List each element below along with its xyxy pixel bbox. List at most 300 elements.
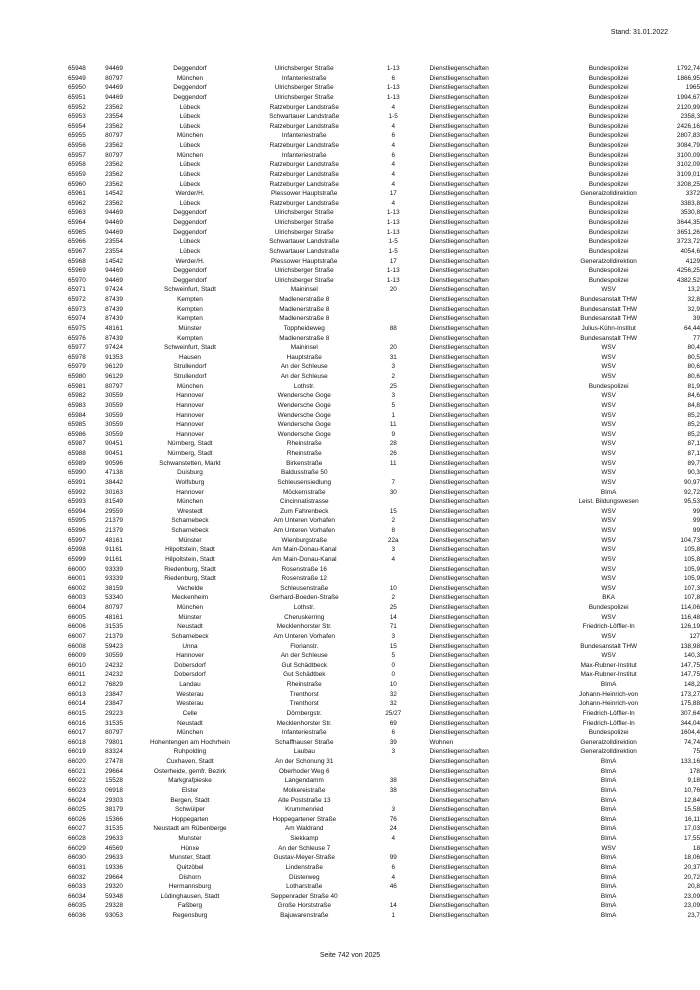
house-number-cell: 2: [391, 517, 396, 525]
authority-cell: WSV: [601, 546, 616, 554]
row-id-cell: 66018: [68, 738, 86, 746]
city-cell: Werder/H.: [175, 190, 205, 198]
postal-code-cell: 91161: [105, 546, 123, 554]
street-cell: Langendamm: [284, 777, 324, 785]
street-cell: Wendersche Goge: [277, 411, 331, 419]
table-row: [68, 199, 700, 209]
table-row: [68, 747, 700, 757]
street-cell: Möckernstraße: [282, 488, 326, 496]
usage-type-cell: Dienstliegenschaften: [429, 411, 489, 419]
area-value-cell: 133,16: [680, 758, 700, 765]
postal-code-cell: 96129: [105, 363, 123, 371]
authority-cell: Max-Rubner-Institut: [580, 671, 637, 679]
row-id-cell: 65984: [68, 411, 86, 419]
row-id-cell: 65997: [68, 536, 86, 544]
row-id-cell: 65951: [68, 93, 86, 101]
usage-type-cell: Dienstliegenschaften: [429, 373, 489, 380]
usage-type-cell: Dienstliegenschaften: [429, 517, 489, 525]
postal-code-cell: 23554: [105, 113, 123, 121]
area-value-cell: 2426,16: [676, 122, 700, 130]
city-cell: München: [176, 498, 204, 506]
street-cell: Wienburgstraße: [281, 536, 327, 544]
row-id-cell: 65981: [68, 382, 86, 390]
authority-cell: WSV: [601, 575, 616, 583]
authority-cell: BImA: [600, 796, 617, 804]
authority-cell: Bundespolizei: [588, 103, 629, 111]
city-cell: Osterheide, gemfr. Bezirk: [153, 767, 227, 775]
area-value-cell: 20,37: [684, 863, 700, 871]
area-value-cell: 9,18: [687, 777, 700, 785]
area-value-cell: 3383,8: [680, 199, 700, 207]
table-row: [68, 526, 700, 536]
city-cell: Lübeck: [179, 142, 201, 149]
page-number: Seite 742 von 2025: [319, 952, 381, 959]
authority-cell: Bundespolizei: [588, 209, 629, 217]
postal-code-cell: 29223: [105, 709, 123, 717]
row-id-cell: 66031: [68, 863, 86, 871]
house-number-cell: 4: [391, 835, 396, 842]
row-id-cell: 65963: [68, 209, 86, 217]
city-cell: München: [176, 132, 204, 140]
city-cell: Lübeck: [179, 170, 201, 178]
postal-code-cell: 30559: [105, 421, 123, 429]
postal-code-cell: 29633: [105, 835, 123, 842]
area-value-cell: 3084,79: [676, 142, 700, 149]
usage-type-cell: Dienstliegenschaften: [429, 892, 489, 900]
area-value-cell: 15,58: [684, 806, 700, 814]
street-cell: Ratzeburger Landstraße: [269, 122, 339, 130]
authority-cell: WSV: [601, 401, 616, 409]
house-number-cell: 24: [389, 825, 397, 833]
house-number-cell: 30: [389, 488, 397, 496]
row-id-cell: 66026: [68, 815, 86, 823]
area-value-cell: 84,6: [687, 392, 700, 400]
table-row: [68, 632, 700, 642]
area-value-cell: 12,84: [684, 796, 700, 804]
postal-code-cell: 94469: [105, 228, 123, 236]
authority-cell: Julius-Kühn-Institut: [581, 324, 636, 332]
street-cell: Infanteriestraße: [281, 132, 327, 140]
row-id-cell: 65998: [68, 546, 86, 554]
authority-cell: WSV: [601, 565, 616, 573]
city-cell: Strullendorf: [173, 373, 207, 380]
authority-cell: WSV: [601, 478, 616, 486]
postal-code-cell: 97424: [105, 286, 123, 294]
street-cell: Am Unteren Vorhafen: [273, 632, 335, 640]
area-value-cell: 175,88: [680, 700, 700, 708]
street-cell: Düsterweg: [288, 873, 320, 881]
city-cell: Nürnberg, Stadt: [167, 450, 213, 457]
authority-cell: Bundespolizei: [588, 247, 629, 255]
city-cell: Deggendorf: [173, 276, 207, 284]
authority-cell: WSV: [601, 517, 616, 525]
house-number-cell: 6: [391, 151, 396, 159]
table-row: [68, 189, 700, 199]
postal-code-cell: 24232: [105, 661, 123, 669]
row-id-cell: 65986: [68, 430, 86, 438]
postal-code-cell: 38442: [105, 478, 123, 486]
table-row: [68, 74, 700, 84]
city-cell: Hannover: [176, 401, 204, 409]
city-cell: Hermannsburg: [168, 883, 212, 891]
table-row: [68, 439, 700, 449]
city-cell: Neustadt: [177, 623, 203, 631]
authority-cell: Bundespolizei: [588, 65, 629, 72]
row-id-cell: 65954: [68, 122, 86, 130]
street-cell: Madlenerstraße 8: [279, 296, 330, 303]
area-value-cell: 99: [692, 507, 700, 515]
postal-code-cell: 23562: [105, 142, 123, 149]
house-number-cell: [369, 334, 418, 344]
authority-cell: Bundesanstalt THW: [580, 315, 637, 323]
house-number-cell: 4: [391, 122, 396, 130]
postal-code-cell: 30559: [105, 392, 123, 400]
street-cell: An der Schonung 31: [275, 758, 334, 765]
authority-cell: WSV: [601, 555, 616, 563]
usage-type-cell: Dienstliegenschaften: [429, 488, 489, 496]
house-number-cell: 7: [391, 478, 396, 486]
postal-code-cell: 15366: [105, 815, 123, 823]
area-value-cell: 107,8: [684, 594, 700, 602]
house-number-cell: 25: [389, 604, 397, 611]
authority-cell: Friedrich-Löffler-In: [582, 709, 635, 717]
table-row: [68, 834, 700, 844]
row-id-cell: 66034: [68, 892, 86, 900]
city-cell: Hannover: [176, 488, 204, 496]
city-cell: Wolfsburg: [175, 478, 205, 486]
city-cell: München: [176, 604, 204, 611]
authority-cell: Bundespolizei: [588, 142, 629, 149]
postal-code-cell: 23562: [105, 199, 123, 207]
postal-code-cell: 91353: [105, 353, 123, 361]
house-number-cell: 17: [389, 190, 397, 198]
street-cell: Gerhard-Boeden-Straße: [269, 594, 339, 602]
usage-type-cell: Dienstliegenschaften: [429, 276, 489, 284]
city-cell: Westerau: [176, 690, 204, 698]
table-row: [68, 709, 700, 719]
usage-type-cell: Dienstliegenschaften: [429, 122, 489, 130]
row-id-cell: 65985: [68, 421, 86, 429]
usage-type-cell: Dienstliegenschaften: [429, 228, 489, 236]
city-cell: Lüdinghausen, Stadt: [160, 892, 220, 900]
house-number-cell: 25: [389, 382, 397, 390]
street-cell: Madlenerstraße 8: [279, 334, 330, 342]
postal-code-cell: 94469: [105, 209, 123, 217]
authority-cell: WSV: [601, 286, 616, 294]
table-row: [68, 353, 700, 363]
house-number-cell: 3: [391, 392, 396, 400]
house-number-cell: [369, 844, 418, 854]
row-id-cell: 66001: [68, 575, 86, 583]
area-value-cell: 84,8: [687, 401, 700, 409]
table-row: [68, 824, 700, 834]
postal-code-cell: 83324: [105, 748, 123, 756]
area-value-cell: 3651,26: [676, 228, 700, 236]
postal-code-cell: 30559: [105, 401, 123, 409]
authority-cell: BKA: [602, 594, 616, 602]
table-row: [68, 276, 700, 286]
street-cell: Am Unteren Vorhafen: [273, 527, 335, 534]
authority-cell: Generalzolldirektion: [580, 738, 637, 746]
postal-code-cell: 94469: [105, 276, 123, 284]
usage-type-cell: Dienstliegenschaften: [429, 305, 489, 313]
postal-code-cell: 80797: [105, 151, 123, 159]
street-cell: Ulrichsberger Straße: [274, 65, 334, 72]
table-row: [68, 478, 700, 488]
street-cell: Lotharstraße: [286, 883, 323, 891]
authority-cell: BImA: [600, 902, 617, 910]
authority-cell: Johann-Heinrich-von: [579, 690, 639, 698]
street-cell: Infanteriestraße: [281, 729, 327, 737]
city-cell: Deggendorf: [173, 65, 207, 72]
usage-type-cell: Dienstliegenschaften: [429, 190, 489, 198]
authority-cell: WSV: [601, 450, 616, 457]
house-number-cell: 10: [389, 681, 397, 688]
house-number-cell: 14: [389, 613, 397, 621]
house-number-cell: 76: [389, 815, 397, 823]
usage-type-cell: Dienstliegenschaften: [429, 854, 489, 862]
city-cell: Schweinfurt, Stadt: [164, 344, 216, 352]
row-id-cell: 65982: [68, 392, 86, 400]
postal-code-cell: 91161: [105, 555, 123, 563]
usage-type-cell: Dienstliegenschaften: [429, 401, 489, 409]
city-cell: Lübeck: [179, 122, 201, 130]
house-number-cell: [369, 305, 418, 315]
street-cell: Gut Schädtbek: [283, 671, 326, 679]
authority-cell: Bundespolizei: [588, 84, 629, 92]
table-row: [68, 757, 700, 767]
house-number-cell: 3: [391, 546, 396, 554]
table-row: [68, 449, 700, 459]
house-number-cell: 6: [391, 729, 396, 737]
usage-type-cell: Dienstliegenschaften: [429, 344, 489, 352]
area-value-cell: 344,04: [680, 719, 700, 727]
table-row: [68, 237, 700, 247]
usage-type-cell: Dienstliegenschaften: [429, 661, 489, 669]
authority-cell: WSV: [601, 536, 616, 544]
street-cell: Wendersche Goge: [277, 430, 331, 438]
area-value-cell: 39: [692, 315, 700, 323]
row-id-cell: 66022: [68, 777, 86, 785]
city-cell: Hünxe: [180, 844, 200, 852]
postal-code-cell: 90451: [105, 450, 123, 457]
postal-code-cell: 93339: [105, 565, 123, 573]
usage-type-cell: Dienstliegenschaften: [429, 584, 489, 592]
house-number-cell: 14: [389, 902, 397, 910]
postal-code-cell: 23562: [105, 180, 123, 188]
street-cell: Ratzeburger Landstraße: [269, 180, 339, 188]
row-id-cell: 65965: [68, 228, 86, 236]
city-cell: Dobersdorf: [174, 661, 206, 669]
area-value-cell: 2807,83: [676, 132, 700, 140]
usage-type-cell: Dienstliegenschaften: [429, 65, 489, 72]
area-value-cell: 99: [692, 527, 700, 534]
authority-cell: Friedrich-Löffler-In: [582, 623, 635, 631]
house-number-cell: 22a: [387, 536, 399, 544]
area-value-cell: 104,73: [680, 536, 700, 544]
city-cell: Westerau: [176, 700, 204, 708]
postal-code-cell: 27478: [105, 758, 123, 765]
stand-date: Stand: 31.01.2022: [610, 29, 668, 36]
table-row: [68, 160, 700, 170]
usage-type-cell: Dienstliegenschaften: [429, 652, 489, 660]
house-number-cell: [369, 574, 418, 584]
authority-cell: BImA: [600, 681, 617, 688]
postal-code-cell: 21379: [105, 632, 123, 640]
row-id-cell: 66003: [68, 594, 86, 602]
house-number-cell: 1-13: [386, 65, 400, 72]
row-id-cell: 66000: [68, 565, 86, 573]
city-cell: Duisburg: [177, 469, 203, 477]
city-cell: München: [176, 151, 204, 159]
house-number-cell: 28: [389, 440, 397, 448]
area-value-cell: 32,8: [687, 296, 700, 303]
usage-type-cell: Dienstliegenschaften: [429, 786, 489, 794]
row-id-cell: 65994: [68, 507, 86, 515]
street-cell: Ulrichsberger Straße: [274, 276, 334, 284]
table-row: [68, 141, 700, 151]
house-number-cell: 2: [391, 594, 396, 602]
street-cell: Große Horststraße: [277, 902, 331, 910]
postal-code-cell: 29559: [105, 507, 123, 515]
authority-cell: Bundespolizei: [588, 180, 629, 188]
postal-code-cell: 29633: [105, 854, 123, 862]
authority-cell: WSV: [601, 632, 616, 640]
house-number-cell: [369, 497, 418, 507]
city-cell: Kempten: [177, 315, 203, 323]
row-id-cell: 66023: [68, 786, 86, 794]
authority-cell: Bundespolizei: [588, 199, 629, 207]
usage-type-cell: Dienstliegenschaften: [429, 498, 489, 506]
postal-code-cell: 93053: [105, 912, 123, 919]
postal-code-cell: 29328: [105, 902, 123, 910]
usage-type-cell: Dienstliegenschaften: [429, 180, 489, 188]
postal-code-cell: 48161: [105, 324, 123, 332]
house-number-cell: 1-13: [386, 93, 400, 101]
usage-type-cell: Dienstliegenschaften: [429, 219, 489, 226]
table-row: [68, 776, 700, 786]
usage-type-cell: Dienstliegenschaften: [429, 257, 489, 265]
area-value-cell: 95,53: [684, 498, 700, 506]
street-cell: Baldusstraße 50: [280, 469, 328, 477]
city-cell: Dobersdorf: [174, 671, 206, 679]
house-number-cell: 88: [389, 324, 397, 332]
authority-cell: Bundespolizei: [588, 113, 629, 121]
usage-type-cell: Dienstliegenschaften: [429, 690, 489, 698]
table-row: [68, 555, 700, 565]
area-value-cell: 116,48: [680, 613, 700, 621]
table-row: [68, 497, 700, 507]
authority-cell: WSV: [601, 363, 616, 371]
area-value-cell: 23,7: [687, 912, 700, 919]
table-row: [68, 507, 700, 517]
postal-code-cell: 96129: [105, 373, 123, 380]
postal-code-cell: 23562: [105, 161, 123, 169]
city-cell: Schwülper: [175, 806, 205, 814]
city-cell: Neustadt: [177, 719, 203, 727]
street-cell: Laubau: [293, 748, 315, 756]
postal-code-cell: 80797: [105, 604, 123, 611]
row-id-cell: 65987: [68, 440, 86, 448]
house-number-cell: 3: [391, 806, 396, 814]
authority-cell: Bundesanstalt THW: [580, 296, 637, 303]
authority-cell: WSV: [601, 652, 616, 660]
city-cell: Hilpoltstein, Stadt: [165, 546, 215, 554]
house-number-cell: 2: [391, 373, 396, 380]
authority-cell: WSV: [601, 507, 616, 515]
area-value-cell: 20,8: [687, 883, 700, 891]
house-number-cell: 0: [391, 671, 396, 679]
street-cell: Plessower Hauptstraße: [271, 190, 338, 198]
row-id-cell: 65989: [68, 459, 86, 467]
row-id-cell: 65952: [68, 103, 86, 111]
usage-type-cell: Dienstliegenschaften: [429, 459, 489, 467]
table-row: [68, 699, 700, 709]
house-number-cell: 39: [389, 738, 397, 746]
row-id-cell: 66017: [68, 729, 86, 737]
table-row: [68, 314, 700, 324]
table-row: [68, 584, 700, 594]
usage-type-cell: Dienstliegenschaften: [429, 286, 489, 294]
row-id-cell: 65956: [68, 142, 86, 149]
authority-cell: WSV: [601, 469, 616, 477]
city-cell: Lübeck: [179, 180, 201, 188]
area-value-cell: 3208,25: [676, 180, 700, 188]
city-cell: Riedenburg, Stadt: [164, 575, 216, 583]
row-id-cell: 65955: [68, 132, 86, 140]
authority-cell: Bundespolizei: [588, 122, 629, 130]
city-cell: Deggendorf: [173, 228, 207, 236]
authority-cell: WSV: [601, 344, 616, 352]
street-cell: Schleusensiedlung: [277, 478, 332, 486]
street-cell: Gustav-Meyer-Straße: [273, 854, 335, 862]
usage-type-cell: Dienstliegenschaften: [429, 555, 489, 563]
authority-cell: BImA: [600, 835, 617, 842]
row-id-cell: 66012: [68, 681, 86, 688]
row-id-cell: 65993: [68, 498, 86, 506]
street-cell: Rosenstraße 12: [281, 575, 327, 583]
street-cell: Oberhoder Weg 6: [278, 767, 330, 775]
postal-code-cell: 19336: [105, 863, 123, 871]
usage-type-cell: Dienstliegenschaften: [429, 835, 489, 842]
postal-code-cell: 94469: [105, 93, 123, 101]
house-number-cell: 20: [389, 344, 397, 352]
city-cell: Wrestedt: [177, 507, 203, 515]
area-value-cell: 85,2: [687, 411, 700, 419]
area-value-cell: 81,9: [687, 382, 700, 390]
city-cell: Hannover: [176, 392, 204, 400]
postal-code-cell: 80797: [105, 382, 123, 390]
city-cell: Regensburg: [172, 912, 208, 919]
city-cell: Markgrafpieske: [168, 777, 212, 785]
usage-type-cell: Dienstliegenschaften: [429, 863, 489, 871]
postal-code-cell: 23562: [105, 103, 123, 111]
table-row: [68, 805, 700, 815]
area-value-cell: 18,06: [684, 854, 700, 862]
row-id-cell: 66007: [68, 632, 86, 640]
table-row: [68, 430, 700, 440]
street-cell: Ratzeburger Landstraße: [269, 142, 339, 149]
street-cell: Wendersche Goge: [277, 421, 331, 429]
property-table: [68, 64, 700, 921]
usage-type-cell: Dienstliegenschaften: [429, 767, 489, 775]
usage-type-cell: Dienstliegenschaften: [429, 238, 489, 246]
row-id-cell: 66009: [68, 652, 86, 660]
table-row: [68, 334, 700, 344]
table-row: [68, 690, 700, 700]
postal-code-cell: 93339: [105, 575, 123, 583]
row-id-cell: 66016: [68, 719, 86, 727]
